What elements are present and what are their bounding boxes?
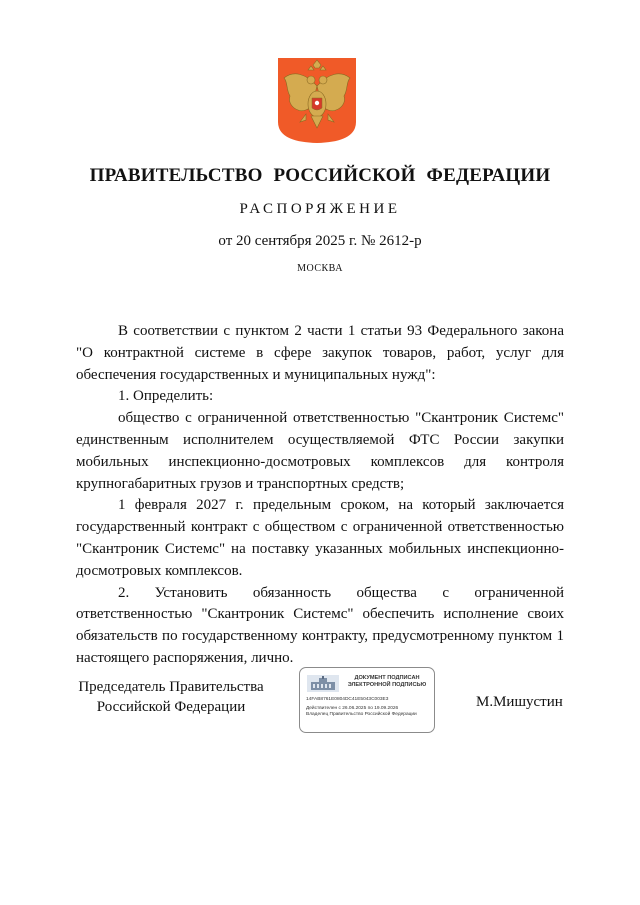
signatory-name: М.Мишустин [476, 694, 563, 710]
stamp-title [342, 675, 432, 689]
stamp-owner: Владелец Правительство Российской Федерации [306, 712, 417, 717]
coat-of-arms-icon [276, 56, 358, 144]
paragraph-basis: В соответствии с пунктом 2 части 1 статьи 93 Федерального закона "О контрактной системе в сфере закупок товаров, работ, услуг для обеспечения государственных и муниципальных нужд": [76, 323, 564, 383]
paragraph-item-2: 2. Установить обязанность общества с ограниченной ответственностью "Скантроник Системс" обеспечить исполнение своих обязательств по государственному контракту, предусмотренному пунктом 1 настоящего распоряжения, лично. [76, 584, 564, 666]
document-body [76, 321, 564, 670]
position-line-1: Председатель Правительства [78, 679, 264, 695]
paragraph-deadline: 1 февраля 2027 г. предельным сроком, на который заключается государственный контракт с обществом с ограниченной ответственностью "Скантроник Системс" на поставку указанных мобильных инспекционно-досмотровых комплексов. [76, 497, 564, 579]
paragraph-item-1: 1. Определить: [118, 388, 214, 405]
document-type: РАСПОРЯЖЕНИЕ [239, 201, 401, 217]
signatory-position [76, 677, 266, 717]
paragraph-contractor: общество с ограниченной ответственностью "Скантроник Системс" единственным исполнителем осуществляемой ФТС России закупки мобильных инспекционно-досмотровых комплексов для контроля крупногабаритных грузов и транспортных средств; [76, 410, 564, 492]
electronic-signature-stamp [299, 667, 435, 733]
stamp-validity: Действителен с 26.06.2025 по 19.09.2026 [306, 706, 399, 711]
position-line-2: Российской Федерации [96, 699, 246, 715]
government-building-icon [307, 675, 339, 692]
stamp-title-line-2: ЭЛЕКТРОННОЙ ПОДПИСЬЮ [347, 682, 427, 688]
document-date-number: от 20 сентября 2025 г. № 2612-р [218, 233, 422, 249]
government-title: ПРАВИТЕЛЬСТВО РОССИЙСКОЙ ФЕДЕРАЦИИ [89, 165, 551, 186]
stamp-certificate: 14FAB8761E0804DC41E5043C003E3 [306, 697, 389, 702]
stamp-title-line-1: ДОКУМЕНТ ПОДПИСАН [354, 675, 420, 681]
document-city: МОСКВА [297, 263, 343, 274]
